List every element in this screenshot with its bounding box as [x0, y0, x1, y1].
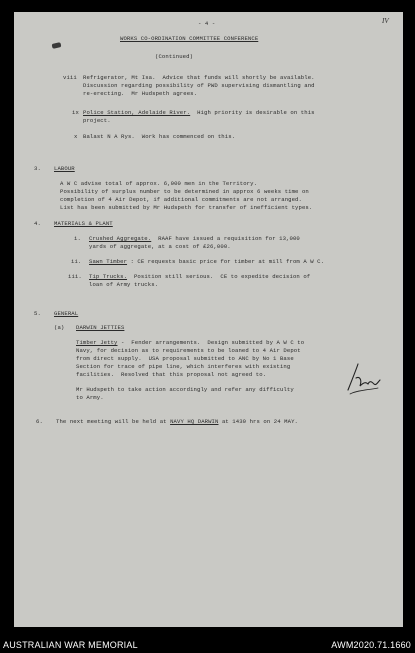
section-4-item-1-number: i. [74, 235, 81, 242]
item-viii-line-3: re-erecting. Mr Hudspeth agrees. [83, 90, 198, 97]
section-5-para-2-line-1: Mr Hudspeth to take action accordingly and refer any difficulty [76, 386, 294, 393]
item-viii-line-1: Refrigerator, Mt Isa. Advice that funds will shortly be available. [83, 74, 315, 81]
item-ix-heading: Police Station, Adelaide River. [83, 109, 191, 116]
section-6-number: 6. [36, 418, 43, 425]
page-number: - 4 - [198, 20, 216, 27]
section-4-item-1-line-1 [89, 235, 300, 242]
document-page [14, 12, 403, 627]
item-viii-number: viii [63, 74, 77, 81]
section-3-line-2: Possibility of surplus number to be determined in approx 6 weeks time on [60, 188, 309, 195]
punch-hole-mark [52, 42, 62, 49]
item-x-line [83, 133, 235, 140]
section-4-item-1-heading: Crushed Aggregate. [89, 235, 152, 242]
section-3-line-4: List has been submitted by Mr Hudspeth for transfer of inefficient types. [60, 204, 313, 211]
section-5-sub-label: (a) [54, 324, 65, 331]
section-5-para-2-line-2: to Army. [76, 394, 104, 401]
item-ix-line-2: project. [83, 117, 111, 124]
section-3-number: 3. [34, 165, 41, 172]
section-4-item-1-line-2: yards of aggregate, at a cost of £26,000. [89, 243, 231, 250]
section-4-item-3-line-1 [89, 273, 310, 280]
section-4-item-3-heading: Tip Trucks. [89, 273, 128, 280]
section-4-item-3-number: iii. [68, 273, 82, 280]
section-3-line-1: A W C advise total of approx. 6,000 men in the Territory. [60, 180, 258, 187]
section-4-item-3-line-2: loan of Army trucks. [89, 281, 159, 288]
corner-mark: IV [382, 17, 389, 25]
footer-left: AUSTRALIAN WAR MEMORIAL [3, 640, 138, 650]
section-5-para-1-line-5: facilities. Resolved that this proposal not agreed to. [76, 371, 267, 378]
section-4-item-2-text: : CE requests basic price for timber at mill from A W C. [127, 258, 325, 265]
section-5-number: 5. [34, 310, 41, 317]
footer-right: AWM2020.71.1660 [331, 640, 411, 650]
section-6-line [56, 418, 298, 425]
timber-jetty-heading: Timber Jetty [76, 339, 118, 346]
section-5-para-1-line-4: Section for trace of pipe line, which interferes with existing [76, 363, 291, 370]
item-x-number: x [74, 133, 78, 140]
item-x-text: Work has commenced on this. [134, 133, 236, 140]
item-ix-line-1 [83, 109, 315, 116]
section-4-item-3-text: Position still serious. CE to expedite decision of [127, 273, 311, 280]
item-viii-line-2: Discussion regarding possibility of PWD supervising dismantling and [83, 82, 315, 89]
section-4-item-2-number: ii. [71, 258, 82, 265]
section-5-para-1-first: - Fender arrangements. Design submitted by A W C to [117, 339, 305, 346]
section-4-item-2-heading: Sawn Timber [89, 258, 128, 265]
section-6-text-after: at 1430 hrs on 24 MAY. [218, 418, 298, 425]
section-4-heading: MATERIALS & PLANT [54, 220, 113, 227]
item-ix-text: High priority is desirable on this [190, 109, 315, 116]
section-5-sub-heading: DARWIN JETTIES [76, 324, 125, 331]
section-5-para-1-line-1 [76, 339, 304, 346]
document-title: WORKS CO-ORDINATION COMMITTEE CONFERENCE [120, 35, 259, 42]
section-6-place: NAVY HQ DARWIN [170, 418, 219, 425]
section-5-heading: GENERAL [54, 310, 79, 317]
section-6-text-before: The next meeting will be held at [56, 418, 171, 425]
item-x-heading: Balast N A Rys. [83, 133, 135, 140]
section-5-para-1-line-2: Navy, for decision as to requirements to be loaned to 4 Air Depot [76, 347, 301, 354]
section-3-line-3: completion of 4 Air Depot, if additional commitments are not arranged. [60, 196, 302, 203]
section-3-heading: LABOUR [54, 165, 75, 172]
handwritten-initials [344, 360, 384, 400]
section-4-item-2-line-1 [89, 258, 324, 265]
section-5-para-1-line-3: from direct supply. USA proposal submitted to ANC by No 1 Base [76, 355, 294, 362]
section-4-number: 4. [34, 220, 41, 227]
section-4-item-1-text: RAAF have issued a requisition for 13,000 [151, 235, 300, 242]
document-subtitle: (Continued) [155, 53, 194, 60]
item-ix-number: ix [72, 109, 79, 116]
